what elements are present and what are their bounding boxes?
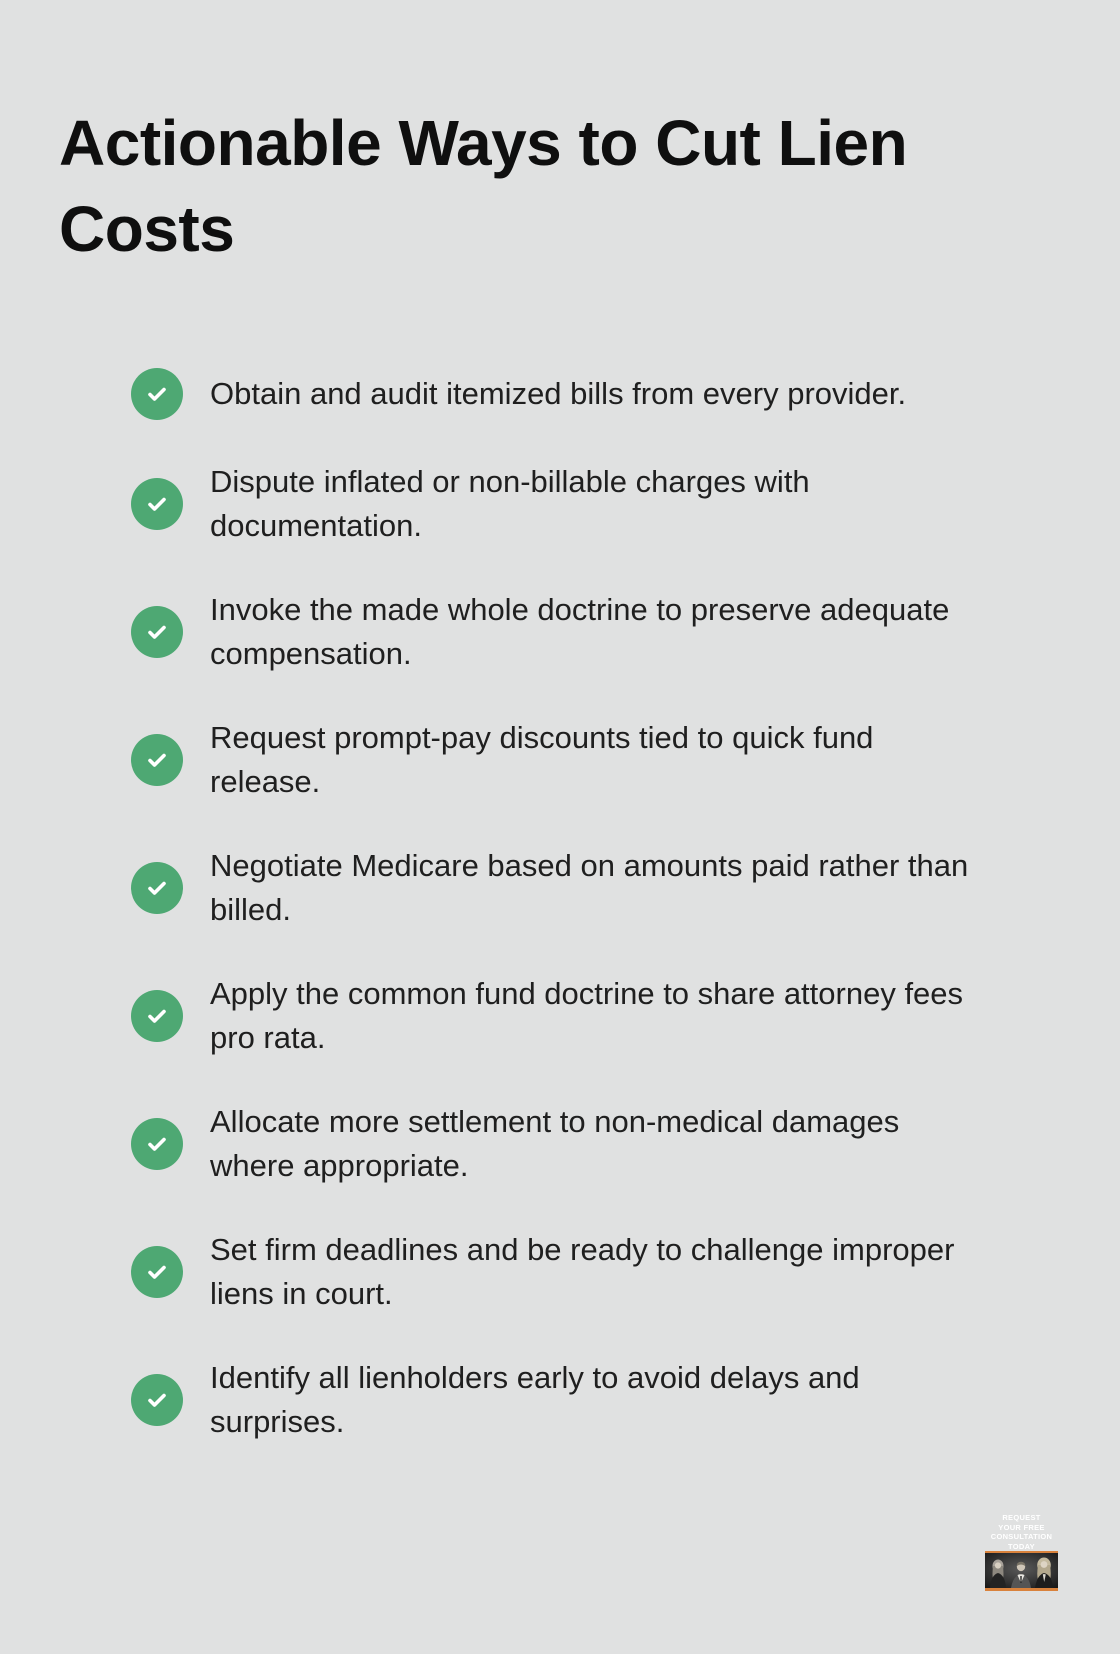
checkmark-icon	[144, 875, 170, 901]
checkmark-icon	[144, 747, 170, 773]
checklist-item	[131, 368, 968, 420]
checklist-item-text: Allocate more settlement to non-medical damages where appropriate.	[210, 1104, 900, 1183]
check-circle	[131, 862, 183, 914]
checklist-item	[131, 716, 968, 804]
checklist	[131, 368, 968, 1444]
page-title-line: Actionable Ways to Cut Lien	[59, 107, 908, 179]
check-circle	[131, 734, 183, 786]
checklist-item	[131, 1356, 968, 1444]
check-circle	[131, 990, 183, 1042]
checklist-item-text: Obtain and audit itemized bills from every provider.	[210, 376, 907, 411]
page-title-line: Costs	[59, 193, 235, 265]
checklist-item-text: Negotiate Medicare based on amounts paid rather than billed.	[210, 848, 969, 927]
check-circle	[131, 368, 183, 420]
checkmark-icon	[144, 1387, 170, 1413]
checklist-item	[131, 972, 968, 1060]
check-circle	[131, 1246, 183, 1298]
check-circle	[131, 1374, 183, 1426]
checklist-item	[131, 1228, 968, 1316]
page-title	[59, 100, 907, 272]
checklist-item	[131, 844, 968, 932]
checklist-item-text: Apply the common fund doctrine to share attorney fees pro rata.	[210, 976, 964, 1055]
checklist-item-text: Identify all lienholders early to avoid delays and surprises.	[210, 1360, 860, 1439]
check-circle	[131, 1118, 183, 1170]
checkmark-icon	[144, 1131, 170, 1157]
checklist-item	[131, 1100, 968, 1188]
checkmark-icon	[144, 1003, 170, 1029]
checklist-item-text: Request prompt-pay discounts tied to quick fund release.	[210, 720, 874, 799]
consultation-cta[interactable]	[985, 1513, 1058, 1591]
check-circle	[131, 606, 183, 658]
checklist-item	[131, 588, 968, 676]
checkmark-icon	[144, 381, 170, 407]
checklist-item-text: Set firm deadlines and be ready to challenge improper liens in court.	[210, 1232, 955, 1311]
attorneys-photo	[985, 1553, 1058, 1588]
checklist-item-text: Invoke the made whole doctrine to preserve adequate compensation.	[210, 592, 950, 671]
checklist-item-text: Dispute inflated or non-billable charges with documentation.	[210, 464, 810, 543]
checkmark-icon	[144, 619, 170, 645]
check-circle	[131, 478, 183, 530]
cta-bottom-accent	[985, 1588, 1058, 1591]
checklist-item	[131, 460, 968, 548]
checkmark-icon	[144, 491, 170, 517]
cta-text: REQUEST YOUR FREE CONSULTATION TODAY	[985, 1513, 1058, 1551]
checkmark-icon	[144, 1259, 170, 1285]
